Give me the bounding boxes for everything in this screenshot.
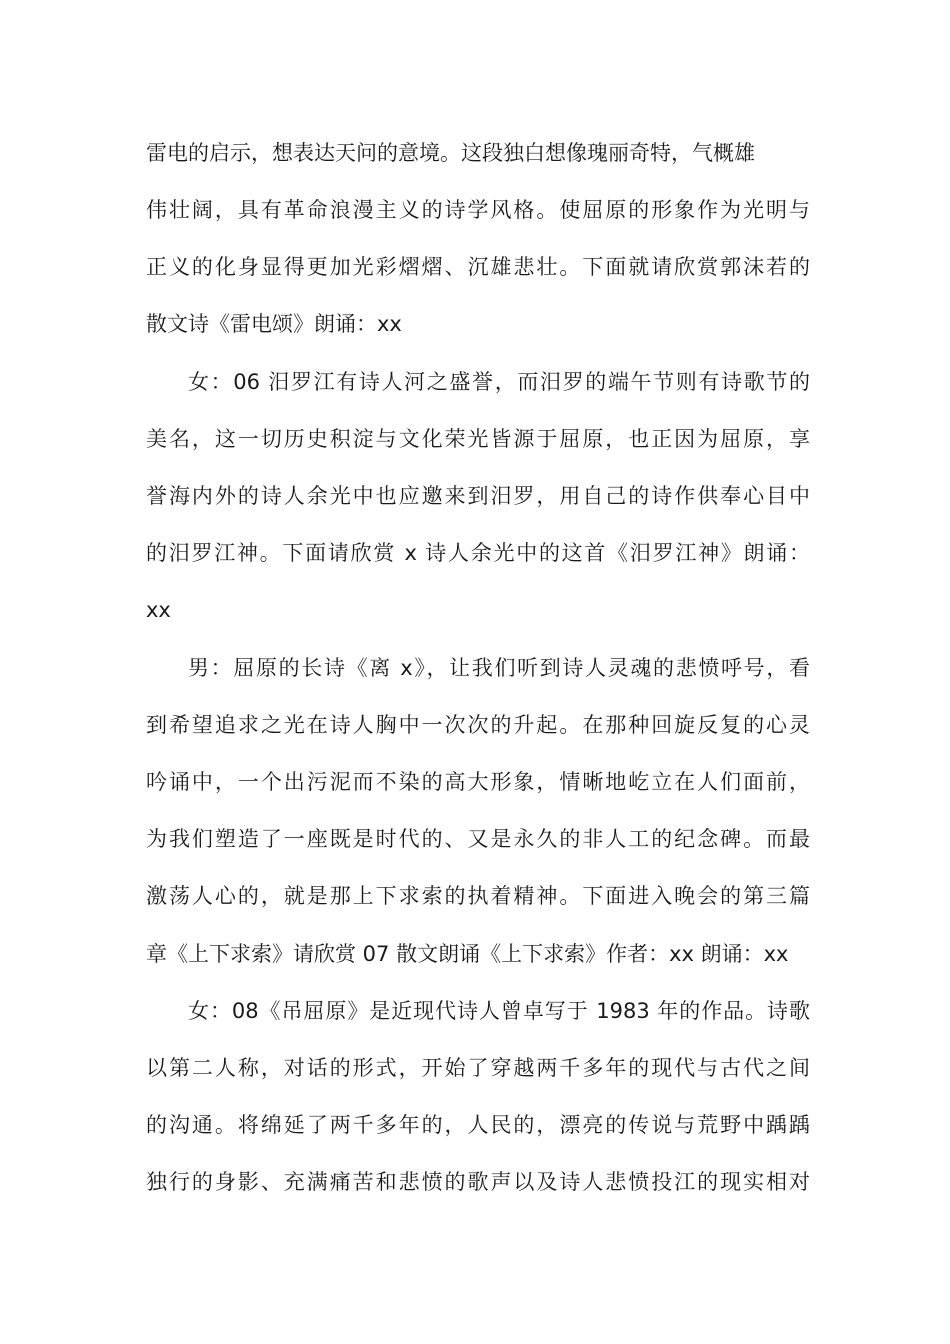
- text-line: 美名，这一切历史积淀与文化荣光皆源于屈原，也正因为屈原，享: [146, 427, 810, 451]
- text-line: 雷电的启示，想表达天问的意境。这段独白想像瑰丽奇特，气概雄: [146, 141, 755, 165]
- text-line: 章《上下求索》请欣赏 07 散文朗诵《上下求索》作者：xx 朗诵：xx: [146, 942, 789, 966]
- paragraph-first-line: 男：屈原的长诗《离 x》，让我们听到诗人灵魂的悲愤呼号，看: [188, 656, 810, 680]
- text-line: 独行的身影、充满痛苦和悲愤的歌声以及诗人悲愤投江的现实相对: [146, 1170, 810, 1194]
- text-line: 散文诗《雷电颂》朗诵：xx: [146, 312, 402, 336]
- text-line: 誉海内外的诗人余光中也应邀来到汨罗，用自己的诗作供奉心目中: [146, 484, 810, 508]
- paragraph-first-line: 女：06 汨罗江有诗人河之盛誉，而汨罗的端午节则有诗歌节的: [188, 370, 810, 394]
- text-line: xx: [146, 598, 171, 622]
- paragraph-first-line: 女：08《吊屈原》是近现代诗人曾卓写于 1983 年的作品。诗歌: [188, 999, 810, 1023]
- text-line: 激荡人心的，就是那上下求索的执着精神。下面进入晚会的第三篇: [146, 884, 810, 908]
- text-line: 以第二人称，对话的形式，开始了穿越两千多年的现代与古代之间: [146, 1056, 810, 1080]
- text-line: 吟诵中，一个出污泥而不染的高大形象，情晰地屹立在人们面前，: [146, 770, 810, 794]
- text-line: 为我们塑造了一座既是时代的、又是永久的非人工的纪念碑。而最: [146, 827, 810, 851]
- text-line: 的沟通。将绵延了两千多年的，人民的，漂亮的传说与荒野中踽踽: [146, 1113, 810, 1137]
- text-line: 到希望追求之光在诗人胸中一次次的升起。在那种回旋反复的心灵: [146, 713, 810, 737]
- text-line: 伟壮阔，具有革命浪漫主义的诗学风格。使屈原的形象作为光明与: [146, 198, 810, 222]
- text-line: 的汨罗江神。下面请欣赏 x 诗人余光中的这首《汨罗江神》朗诵：: [146, 541, 810, 565]
- text-line: 正义的化身显得更加光彩熠熠、沉雄悲壮。下面就请欣赏郭沫若的: [146, 255, 810, 279]
